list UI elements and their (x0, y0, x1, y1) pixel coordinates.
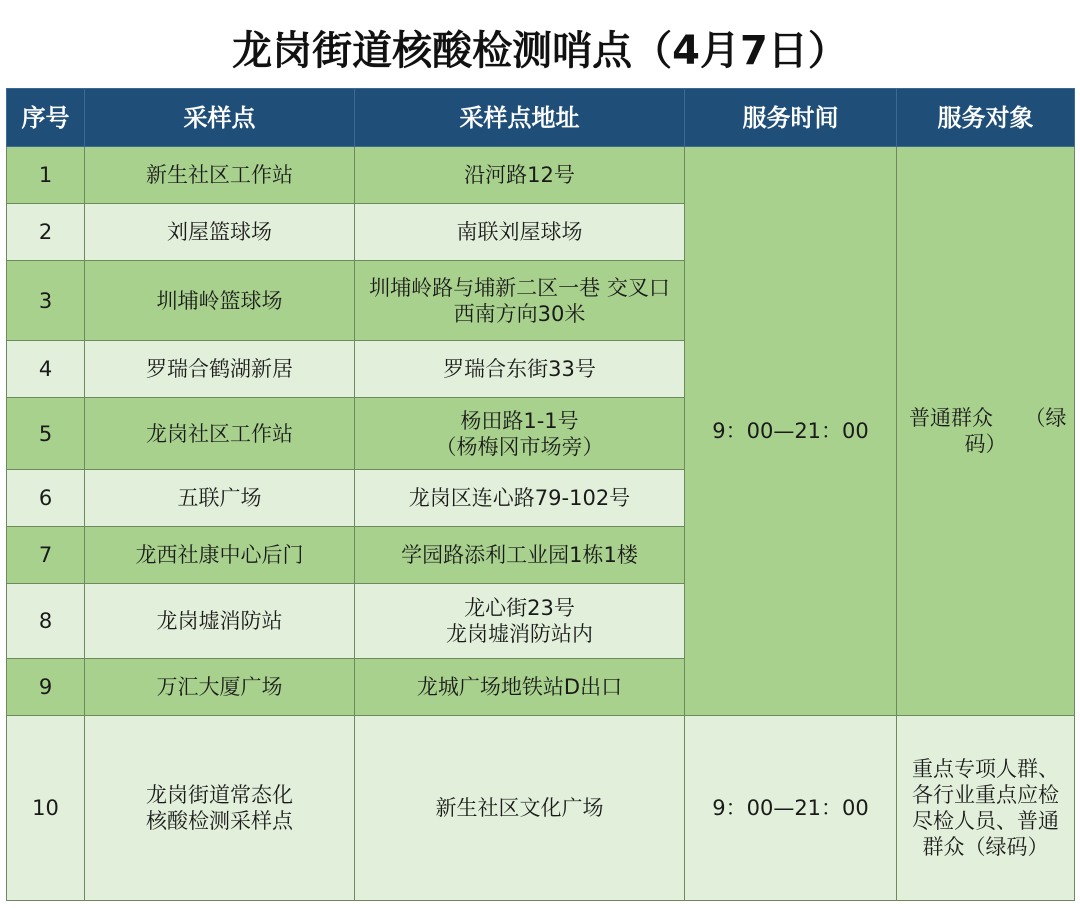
row-index: 2 (7, 204, 85, 261)
header-address: 采样点地址 (355, 89, 685, 147)
page-title: 龙岗街道核酸检测哨点（4月7日） (6, 6, 1074, 88)
target-line-2: 各行业重点应检 (912, 783, 1059, 807)
row-address (355, 527, 685, 584)
row-site: 龙岗墟消防站 (85, 584, 355, 659)
target-line-1: 普通群众 （绿 (909, 406, 1067, 430)
row-address (355, 204, 685, 261)
row-index: 10 (7, 716, 85, 901)
row-address (355, 659, 685, 716)
row-address (355, 398, 685, 470)
row-index: 5 (7, 398, 85, 470)
row-site: 龙岗社区工作站 (85, 398, 355, 470)
row-index: 9 (7, 659, 85, 716)
row-site: 龙西社康中心后门 (85, 527, 355, 584)
address-line-1: 学园路添利工业园1栋1楼 (401, 543, 638, 567)
row-address (355, 147, 685, 204)
address-line-1: 杨田路1-1号 (460, 408, 579, 433)
row-index: 3 (7, 261, 85, 341)
address-line-2: 西南方向30米 (453, 301, 586, 326)
row-address (355, 470, 685, 527)
row-site: 罗瑞合鹤湖新居 (85, 341, 355, 398)
row-address: 新生社区文化广场 (355, 716, 685, 901)
address-line-1: 龙心街23号 (464, 596, 575, 620)
target-line-3: 尽检人员、普通 (912, 809, 1059, 833)
row-address (355, 584, 685, 659)
address-line-1: 圳埔岭路与埔新二区一巷 交叉口 (369, 275, 670, 300)
service-time: 9：00—21：00 (712, 419, 869, 443)
header-target: 服务对象 (897, 89, 1075, 147)
target-line-1: 重点专项人群、 (912, 757, 1059, 781)
address-line-1: 龙岗区连心路79-102号 (408, 486, 631, 510)
row-site: 圳埔岭篮球场 (85, 261, 355, 341)
row-address (355, 261, 685, 341)
header-row (7, 89, 1075, 147)
row-index: 1 (7, 147, 85, 204)
row-site (85, 716, 355, 901)
table-row (7, 716, 1075, 901)
header-time: 服务时间 (685, 89, 897, 147)
address-line-1: 罗瑞合东街33号 (443, 357, 596, 381)
row-site: 刘屋篮球场 (85, 204, 355, 261)
address-line-2: （杨梅冈市场旁） (435, 434, 604, 459)
service-time-cell (685, 147, 897, 716)
header-site: 采样点 (85, 89, 355, 147)
row-address (355, 341, 685, 398)
service-target-cell (897, 147, 1075, 716)
target-line-2: 码） (964, 432, 1007, 456)
row-index: 4 (7, 341, 85, 398)
service-target-cell (897, 716, 1075, 901)
row-site: 新生社区工作站 (85, 147, 355, 204)
site-line-1: 龙岗街道常态化 (146, 783, 293, 807)
row-index: 6 (7, 470, 85, 527)
target-line-4: 群众（绿码） (922, 835, 1049, 859)
row-index: 8 (7, 584, 85, 659)
address-line-1: 南联刘屋球场 (456, 220, 583, 244)
service-time: 9：00—21：00 (685, 716, 897, 901)
address-line-1: 沿河路12号 (464, 163, 575, 187)
site-line-2: 核酸检测采样点 (146, 809, 293, 833)
row-site: 五联广场 (85, 470, 355, 527)
row-index: 7 (7, 527, 85, 584)
address-line-1: 龙城广场地铁站D出口 (416, 675, 623, 699)
schedule-frame (6, 6, 1074, 902)
header-index: 序号 (7, 89, 85, 147)
address-line-2: 龙岗墟消防站内 (446, 622, 593, 646)
table-row (7, 147, 1075, 204)
sampling-table (6, 88, 1075, 901)
row-site: 万汇大厦广场 (85, 659, 355, 716)
